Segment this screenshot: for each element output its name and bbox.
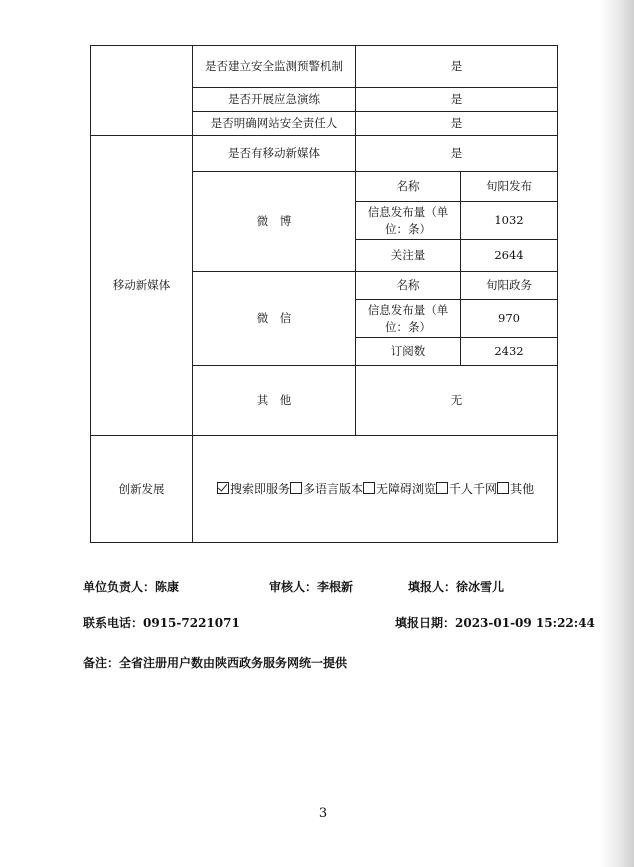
weibo-count-value: 1032 (461, 202, 558, 240)
option-search-service[interactable]: 搜索即服务 (217, 482, 290, 496)
option-other[interactable]: 其他 (497, 482, 534, 496)
weibo-name-value: 旬阳发布 (461, 172, 558, 202)
responsible-person: 单位负责人：陈康 (83, 580, 180, 594)
reviewer: 审核人：李根新 (269, 580, 354, 594)
responsible-value: 是 (356, 112, 558, 136)
checkbox-checked-icon[interactable] (217, 482, 229, 494)
checkbox-icon[interactable] (290, 482, 302, 494)
drill-label: 是否开展应急演练 (193, 88, 356, 112)
has-media-value: 是 (356, 136, 558, 172)
wechat-count-label: 信息发布量（单位：条） (356, 300, 461, 338)
responsible-label: 是否明确网站安全责任人 (193, 112, 356, 136)
footnote: 备注：全省注册用户数由陕西政务服务网统一提供 (83, 656, 348, 670)
page-edge-shadow (600, 0, 634, 867)
wechat-name-label: 名称 (356, 272, 461, 300)
innovation-label: 创新发展 (91, 436, 193, 543)
wechat-sub-value: 2432 (461, 338, 558, 366)
weibo-follow-label: 关注量 (356, 240, 461, 272)
has-media-label: 是否有移动新媒体 (193, 136, 356, 172)
security-section-cell (91, 46, 193, 136)
other-value: 无 (356, 366, 558, 436)
filler: 填报人：徐冰雪儿 (408, 580, 505, 594)
option-multilingual[interactable]: 多语言版本 (290, 482, 363, 496)
wechat-label: 微 信 (193, 272, 356, 366)
page-number: 3 (318, 806, 328, 821)
checkbox-icon[interactable] (436, 482, 448, 494)
monitoring-label: 是否建立安全监测预警机制 (193, 46, 356, 88)
weibo-count-label: 信息发布量（单位：条） (356, 202, 461, 240)
weibo-follow-value: 2644 (461, 240, 558, 272)
monitoring-value: 是 (356, 46, 558, 88)
fill-date: 填报日期：2023-01-09 15:22:44 (395, 616, 595, 630)
wechat-count-value: 970 (461, 300, 558, 338)
media-section-label: 移动新媒体 (91, 136, 193, 436)
checkbox-icon[interactable] (497, 482, 509, 494)
weibo-label: 微 博 (193, 172, 356, 272)
contact-phone: 联系电话：0915-7221071 (83, 616, 240, 630)
weibo-name-label: 名称 (356, 172, 461, 202)
other-label: 其 他 (193, 366, 356, 436)
drill-value: 是 (356, 88, 558, 112)
option-accessibility[interactable]: 无障碍浏览 (363, 482, 436, 496)
wechat-name-value: 旬阳政务 (461, 272, 558, 300)
option-personalized[interactable]: 千人千网 (436, 482, 497, 496)
website-report-table (90, 45, 558, 543)
wechat-sub-label: 订阅数 (356, 338, 461, 366)
checkbox-icon[interactable] (363, 482, 375, 494)
innovation-options (193, 436, 558, 543)
